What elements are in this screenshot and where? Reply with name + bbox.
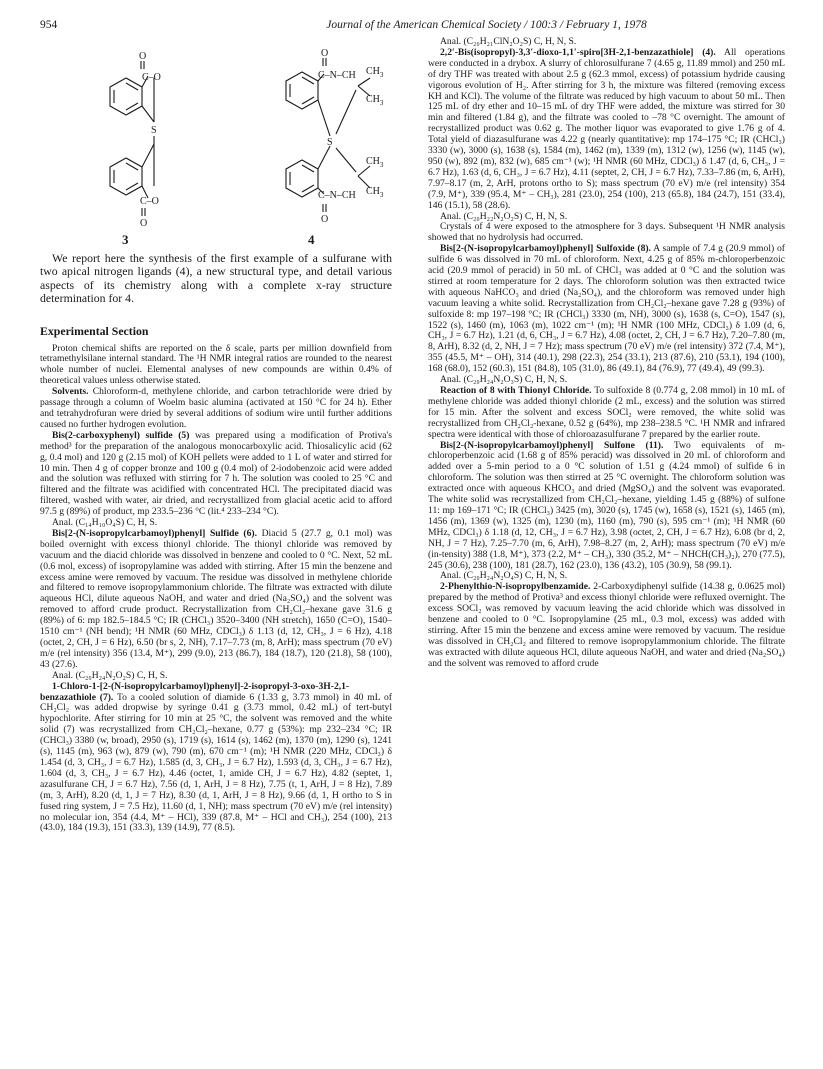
paragraph: Proton chemical shifts are reported on the δ scale, parts per million downfield from tetramethylsilane internal standard. The ¹H NMR integral ratios are rounded to the nearest whole number of nuclei. Elemental analyses of new compounds are within 0.4% of theoretical values unless otherwise stated. <box>40 342 392 387</box>
analysis-line: Anal. (C₂₀H₂₁ClN₂O₂S) C, H, N, S. <box>440 36 577 47</box>
paragraph: Reaction of 8 with Thionyl Chloride. To sulfoxide 8 (0.774 g, 2.08 mmol) in 10 mL of methylene chloride was added thionyl chloride (2 mL, excess) and the solution was stirred for 15 min. After the solvent and excess SOCl₂ were removed, the white solid was recrystallized from CH₂Cl₂-hexane, 0.52 g (64%), mp 238–238.5 °C. ¹H NMR and infrared spectra were identical with those of chloroazasulfurane 7 prepared by the earlier route. <box>428 385 786 440</box>
atom-s: S <box>151 125 157 136</box>
atom-c-o: C–O <box>142 72 161 83</box>
paragraph: Bis[2-(N-isopropylcarbamoyl)phenyl] Sulfoxide (8). A sample of 7.4 g (20.9 mmol) of sulfide 6 was dissolved in 70 mL of chloroform. Next, 4.25 g of 85% m-chloroperbenzoic acid (20.9 mmol of peracid) in 50 mL of CHCl₃ was added at 0 °C and the solution was stirred at room temperature for 2 days. The chloroform solution was then extracted twice with aqueous NaHCO₃ and dried (Na₂SO₄), and the chloroform was removed under high vacuum leaving a white solid. Recrystallization from CH₂Cl₂–hexane gave 7.28 g (93%) of sulfoxide 8: mp 197–198 °C; IR (CHCl₃) 3330 (m, NH), 3000 (s), 1638 (s, C=O), 1547 (s), 1522 (s), 1460 (m), 1063 (m), 1022 cm⁻¹ (m); ¹H NMR (100 MHz, CDCl₃) δ 1.09 (d, 6, CH₃, J = 6.7 Hz), 1.21 (d, 6, CH₃, J = 6.7 Hz), 4.08 (octet, 2, CH, J = 6.7 Hz), 7.20–7.80 (m, 8, ArH), 8.32 (d, 2, NH, J = 7 Hz); mass spectrum (70 eV) m/e (rel intensity) 372 (7.4, M⁺), 355 (45.5, M⁺ – OH), 314 (40.1), 298 (22.3), 254 (33.1), 213 (87.6), 210 (53.1), 194 (100), 168 (68.0), 152 (60.3), 151 (84.8), 105 (31.0), 86 (49.1), 84 (76.9), 77 (49.4), 49 (99.3). <box>428 243 786 375</box>
analysis-line: Anal. (C₁₄H₁₀O₄S) C, H, S. <box>52 517 158 529</box>
compound-label-4: 4 <box>308 232 315 247</box>
section-heading: Experimental Section <box>40 323 149 338</box>
atom-s: S <box>327 137 333 148</box>
chemical-structures <box>40 38 392 248</box>
methyl-group: $CH_3$ <box>366 66 384 79</box>
analysis-line: Anal. (C₂₀H₂₂N₂O₂S) C, H, N, S. <box>440 210 568 222</box>
paragraph: 2,2′-Bis(isopropyl)-3,3′-dioxo-1,1′-spiro[3H-2,1-benzazathiole] (4). All operations were conducted in a drybox. A slurry of chlorosulfurane 7 (4.65 g, 11.89 mmol) and 250 mL of dry THF was treated with about 2.5 g (62.3 mmol, excess) of potassium hydride causing vigorous evolution of H₂. After stirring for 3 h, the mixture was filtered (removing excess KH and KCl). The volume of the filtrate was reduced by high vacuum to about 50 mL. Then 125 mL of dry ether and 10–15 mL of dry THF were added, the mixture was stirred for 30 min and filtered (1.84 g), and the filtrate was cooled to –78 °C overnight. The amount of recrystallized product was 0.62 g. The mother liquor was evaporated to give 1.76 g of 4. Total yield of diazasulfurane was 4.22 g (nearly quantitative): mp 174–175 °C; IR (CHCl₃) 3330 (w), 3000 (s), 1638 (s), 1584 (m), 1462 (m), 1339 (m), 1312 (w), 1256 (w), 1145 (w), 950 (w), 892 (m), 832 (w), 685 cm⁻¹ (w); ¹H NMR (60 MHz, CDCl₃) δ 1.47 (d, 6, CH₃, J = 6.7 Hz), 1.63 (d, 6, CH₃, J = 6.7 Hz), 4.11 (septet, 2, CH, J = 6.7 Hz), 7.33–7.86 (m, 6, ArH), 7.97–8.17 (m, 2, ArH, protons ortho to S); mass spectrum (70 eV) m/e (rel intensity) 354 (7.9, M⁺), 339 (95.4, M⁺ – CH₃), 281 (23.0), 254 (100), 213 (65.8), 184 (24.7), 151 (33.4), 146 (15.1), 58 (28.6). <box>428 46 785 211</box>
journal-citation: Journal of the American Chemical Society / 100:3 / February 1, 1978 <box>326 19 647 31</box>
paragraph: Crystals of 4 were exposed to the atmosphere for 3 days. Subsequent ¹H NMR analysis showed that no hydrolysis had occurred. <box>428 221 785 244</box>
paragraph: Solvents. Chloroform-d, methylene chloride, and carbon tetrachloride were dried by passage through a column of Woelm basic alumina (activated at 150 °C for 24 h). Ether and tetrahydrofuran were dried by several additions of sodium wire until further additions caused no further hydrogen evolution. <box>40 386 392 430</box>
page-header <box>40 18 783 32</box>
atom-o: O <box>321 214 329 225</box>
run-in-heading: Bis[2-(N-isopropylcarbamoyl)phenyl] Sulfoxide (8). <box>440 243 651 255</box>
structure-figure <box>40 38 392 248</box>
paragraph: 2-Phenylthio-N-isopropylbenzamide. 2-Carboxydiphenyl sulfide (14.38 g, 0.0625 mol) prepared by the method of Protiva³ and excess thionyl chloride were refluxed overnight. The excess SOCl₂ was removed by vacuum leaving the acid chloride which was dissolved in benzene and cooled to 0 °C. Isopropylamine (25 mL, 0.3 mol, excess) was added with stirring. After 15 min the benzene and excess amine were removed by vacuum. The residue was dissolved in CH₂Cl₂ and filtered to remove isopropylammonium chloride. The filtrate was extracted with dilute aqueous HCl, dilute aqueous NaOH, and water and dried (Na₂SO₄) and the solvent was removed to afford crude <box>428 581 785 669</box>
methyl-group: $CH_3$ <box>366 186 384 199</box>
atom-c-n-ch: C–N–CH <box>318 190 356 201</box>
run-in-heading: 2-Phenylthio-N-isopropylbenzamide. <box>440 581 591 593</box>
atom-c-n-ch: C–N–CH <box>318 70 356 81</box>
atom-c-o: C–O <box>140 196 159 207</box>
run-in-heading: Reaction of 8 with Thionyl Chloride. <box>440 385 592 396</box>
paragraph: Bis[2-(N-isopropylcarbamoyl)phenyl] Sulfide (6). Diacid 5 (27.7 g, 0.1 mol) was boiled overnight with excess thionyl chloride. The thionyl chloride was removed by vacuum and the diacid chloride was dissolved in benzene and cooled to 0 °C. Next, 52 mL (0.6 mol, excess) of isopropylamine was added with stirring. After 15 min the benzene and excess amine were removed by vacuum. The residue was dissolved in methylene chloride and filtered to remove isopropylammonium chloride. The filtrate was extracted with dilute aqueous HCl, dilute aqueous NaOH, and water and dried (Na₂SO₄) and the solvent was removed to afford crude product. Recrystallization from CH₂Cl₂–hexane gave 31.6 g (89%) of 6: mp 182.5–184.5 °C; IR (CHCl₃) 3520–3400 (NH stretch), 1650 (C=O), 1540–1510 cm⁻¹ (NH bend); ¹H NMR (60 MHz, CDCl₃) δ 1.13 (d, 12, CH₃, J = 6 Hz), 4.18 (octet, 2, CH, J = 6 Hz), 6.50 (br s, 2, NH), 7.17–7.73 (m, 8, ArH); mass spectrum (70 eV) m/e (rel intensity) 356 (13.4, M⁺), 299 (9.0), 213 (86.7), 184 (18.7), 120 (21.8), 58 (100), 43 (27.6). <box>40 527 393 670</box>
analysis-line: Anal. (C₂₀H₂₄N₂O₂S) C, H, S. <box>52 669 168 681</box>
left-column <box>40 38 392 834</box>
methyl-group: $CH_3$ <box>366 94 384 107</box>
atom-o: O <box>140 218 148 229</box>
run-in-heading: 2,2′-Bis(isopropyl)-3,3′-dioxo-1,1′-spiro[3H-2,1-benzazathiole] (4). <box>440 46 716 58</box>
run-in-heading: 1-Chloro-1-[2-(N-isopropylcarbamoyl)phenyl]-2-isopropyl-3-oxo-3H-2,1-benzazathiole (7). <box>40 680 350 703</box>
run-in-heading: Solvents. <box>52 386 89 398</box>
atom-o: O <box>139 51 147 62</box>
compound-label-3: 3 <box>122 232 129 247</box>
analysis-line: Anal. (C₂₀H₂₄N₂O₃S) C, H, N, S. <box>440 374 568 386</box>
run-in-heading: Bis[2-(N-isopropylcarbamoyl)phenyl] Sulfone (11). <box>440 439 664 451</box>
paragraph: 1-Chloro-1-[2-(N-isopropylcarbamoyl)phenyl]-2-isopropyl-3-oxo-3H-2,1-benzazathiole (7). To a cooled solution of diamide 6 (1.33 g, 3.73 mmol) in 40 mL of CH₂Cl₂ was added dropwise by syringe 0.41 g (3.73 mmol, 0.42 mL) of tert-butyl hypochlorite. After stirring for 10 min at 25 °C, the solvent was removed and the white solid (7) was recrystallized from CH₂Cl₂–hexane, 0.77 g (53%): mp 232–234 °C; IR (CHCl₃) 3380 (w, broad), 2950 (s), 1719 (s), 1614 (s), 1462 (m), 1370 (m), 1290 (s), 1241 (s), 1145 (m), 963 (w), 879 (w), 790 (m), 670 cm⁻¹ (m); ¹H NMR (220 MHz, CDCl₃) δ 1.454 (d, 3, CH₃, J = 6.7 Hz), 1.585 (d, 3, CH₃, J = 6.7 Hz), 1.593 (d, 3, CH₃, J = 6.7 Hz), 1.604 (d, 3, CH₃, J = 6.7 Hz), 4.46 (octet, 1, amide CH, J = 6.7 Hz), 4.82 (septet, 1, azasulfurane CH, J = 6.7 Hz), 7.56 (d, 1, ArH, J = 8 Hz), 7.75 (t, 1, ArH, J = 8 Hz), 7.89 (m, 3, ArH), 8.20 (d, 1, J = 7 Hz), 8.30 (d, 1, ArH, J = 8 Hz), 9.66 (d, 1, H ortho to S in fused ring system, J = 7.5 Hz), 11.60 (d, 1, NH); mass spectrum (70 eV) m/e (rel intensity) no molecular ion, 354 (4.4, M⁺ – HCl), 339 (87.8, M⁺ – HCl and CH₃), 254 (100), 213 (43.0), 184 (19.3), 151 (33.3), 139 (14.9), 77 (8.5). <box>40 680 392 834</box>
right-column <box>428 37 785 670</box>
run-in-heading: Bis(2-carboxyphenyl) sulfide (5) <box>52 429 190 441</box>
run-in-heading: Bis[2-(N-isopropylcarbamoyl)phenyl] Sulfide (6). <box>52 527 257 539</box>
page-number: 954 <box>40 19 58 31</box>
paragraph: Bis[2-(N-isopropylcarbamoyl)phenyl] Sulfone (11). Two equivalents of m-chloroperbenzoic acid (1.68 g of 85% peracid) was dissolved in 20 mL of chloroform and added over a 5-min period to a 0 °C solution of 1.51 g (4.24 mmol) of sulfide 6 in chloroform. The solution was then stirred at 25 °C overnight. The chloroform solution was extracted once with aqueous KHCO₃ and dried (MgSO₄) and the solvent was evaporated. The white solid was recrystallized from CH₂Cl₂–hexane, yielding 1.45 g (88%) of sulfone 11: mp 169–171 °C; IR (CHCl₃) 3425 (m), 3020 (s), 1745 (w), 1658 (s), 1521 (s), 1465 (m), 1456 (m), 1369 (w), 1325 (m), 1230 (m), 1160 (m), 790 (s), 595 cm⁻¹ (m); ¹H NMR (60 MHz, CDCl₃) δ 1.18 (d, 12, CH₃, J = 6.7 Hz), 3.98 (octet, 2, CH, J = 6.7 Hz), 6.08 (br d, 2, NH, J = 7 Hz), 7.25–7.70 (m, 6, ArH), 7.98–8.27 (m, 2, ArH); mass spectrum (70 eV) m/e (in-tensity) 388 (1.8, M⁺), 373 (2.2, M⁺ – CH₃), 330 (35.2, M⁺ – NHCH(CH₃)₂), 270 (77.5), 245 (30.6), 238 (100), 181 (28.7), 162 (23.0), 136 (43.2), 105 (30.9), 58 (99.1). <box>428 439 785 571</box>
atom-o: O <box>321 48 329 59</box>
analysis-line: Anal. (C₂₀H₂₄N₂O₄S) C, H, N, S. <box>440 570 568 582</box>
methyl-group: $CH_3$ <box>366 156 384 169</box>
intro-paragraph: We report here the synthesis of the first example of a sulfurane with two apical nitrogen ligands (4), a new structural type, and detail various aspects of its chemistry along with a complete x-ray structure determination for 4. <box>40 251 392 306</box>
paragraph: Bis(2-carboxyphenyl) sulfide (5) was prepared using a modification of Protiva's method³ for the preparation of the analogous monocarboxylic acid. Thiosalicylic acid (62 g, 0.4 mol) and 120 g (2.15 mol) of KOH pellets were added to 1 L of water and stirred for 10 min. Then 4 g of copper bronze and 100 g (0.4 mol) of 2-iodobenzoic acid were added and the solution was refluxed with stirring for 7 h. The solution was cooled to 25 °C and filtered and the filtrate was acidified with concentrated HCl. The precipitated diacid was filtered, washed with water, air dried, and recrystallized from glacial acetic acid to afford 97.5 g (89%) of product, mp 233.5–236 °C (lit.⁴ 233–234 °C). <box>40 429 392 518</box>
